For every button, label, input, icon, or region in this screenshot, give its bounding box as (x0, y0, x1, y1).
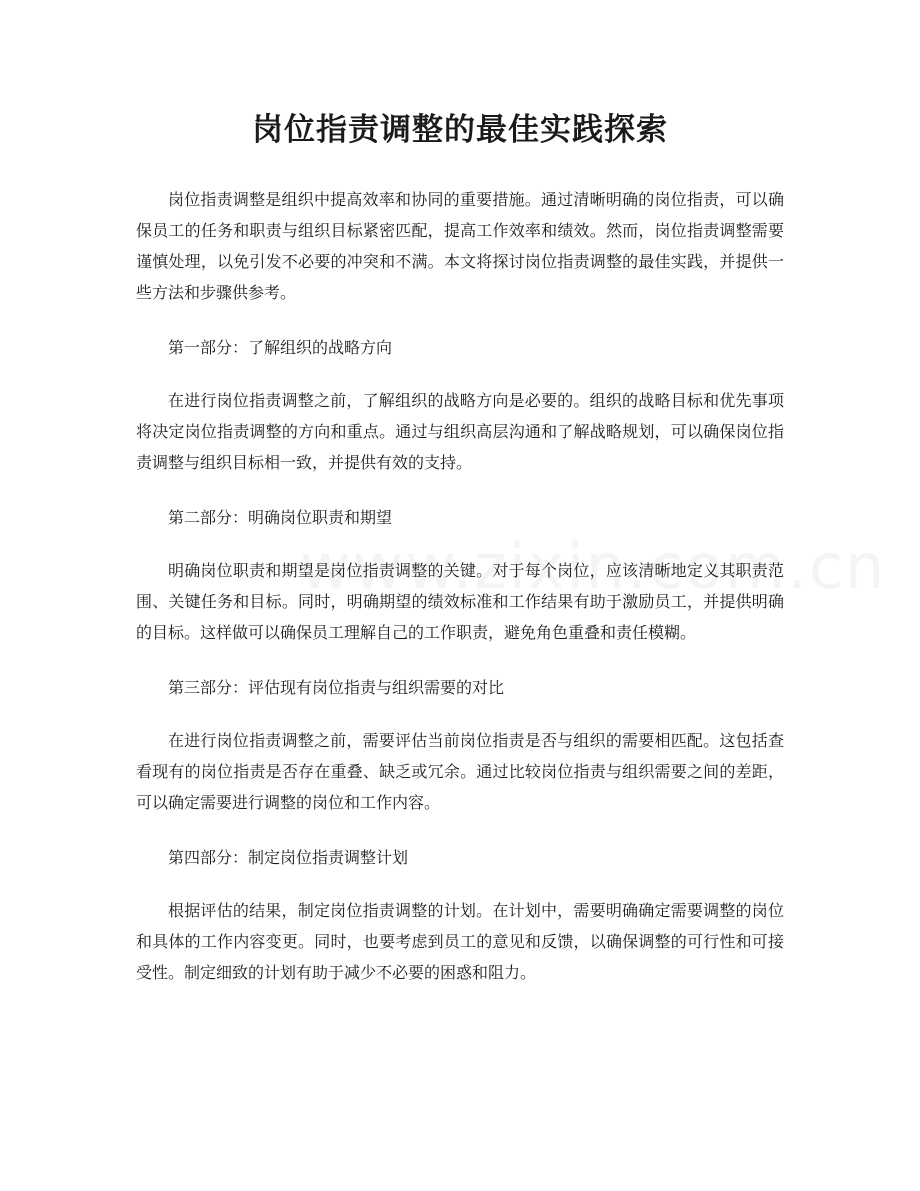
section-paragraph-4: 根据评估的结果，制定岗位指责调整的计划。在计划中，需要明确确定需要调整的岗位和具体的工作内容变更。同时，也要考虑到员工的意见和反馈，以确保调整的可行性和可接受性。制定细致的计划有助于减少不必要的困惑和阻力。 (136, 901, 784, 982)
section-heading-2: 第二部分：明确岗位职责和期望 (168, 508, 393, 527)
section-heading-1: 第一部分：了解组织的战略方向 (168, 338, 393, 357)
section-heading-3: 第三部分：评估现有岗位指责与组织需要的对比 (168, 678, 505, 697)
page-title: 岗位指责调整的最佳实践探索 (252, 112, 668, 148)
intro-paragraph: 岗位指责调整是组织中提高效率和协同的重要措施。通过清晰明确的岗位指责，可以确保员工的任务和职责与组织目标紧密匹配，提高工作效率和绩效。然而，岗位指责调整需要谨慎处理，以免引发不必要的冲突和不满。本文将探讨岗位指责调整的最佳实践，并提供一些方法和步骤供参考。 (136, 190, 784, 302)
section-paragraph-2: 明确岗位职责和期望是岗位指责调整的关键。对于每个岗位，应该清晰地定义其职责范围、关键任务和目标。同时，明确期望的绩效标准和工作结果有助于激励员工，并提供明确的目标。这样做可以确保员工理解自己的工作职责，避免角色重叠和责任模糊。 (136, 561, 784, 642)
section-paragraph-1: 在进行岗位指责调整之前，了解组织的战略方向是必要的。组织的战略目标和优先事项将决定岗位指责调整的方向和重点。通过与组织高层沟通和了解战略规划，可以确保岗位指责调整与组织目标相一致，并提供有效的支持。 (136, 391, 784, 472)
section-heading-4: 第四部分：制定岗位指责调整计划 (168, 848, 409, 867)
section-paragraph-3: 在进行岗位指责调整之前，需要评估当前岗位指责是否与组织的需要相匹配。这包括查看现有的岗位指责是否存在重叠、缺乏或冗余。通过比较岗位指责与组织需要之间的差距，可以确定需要进行调整的岗位和工作内容。 (136, 731, 784, 812)
document-body (136, 184, 784, 1012)
